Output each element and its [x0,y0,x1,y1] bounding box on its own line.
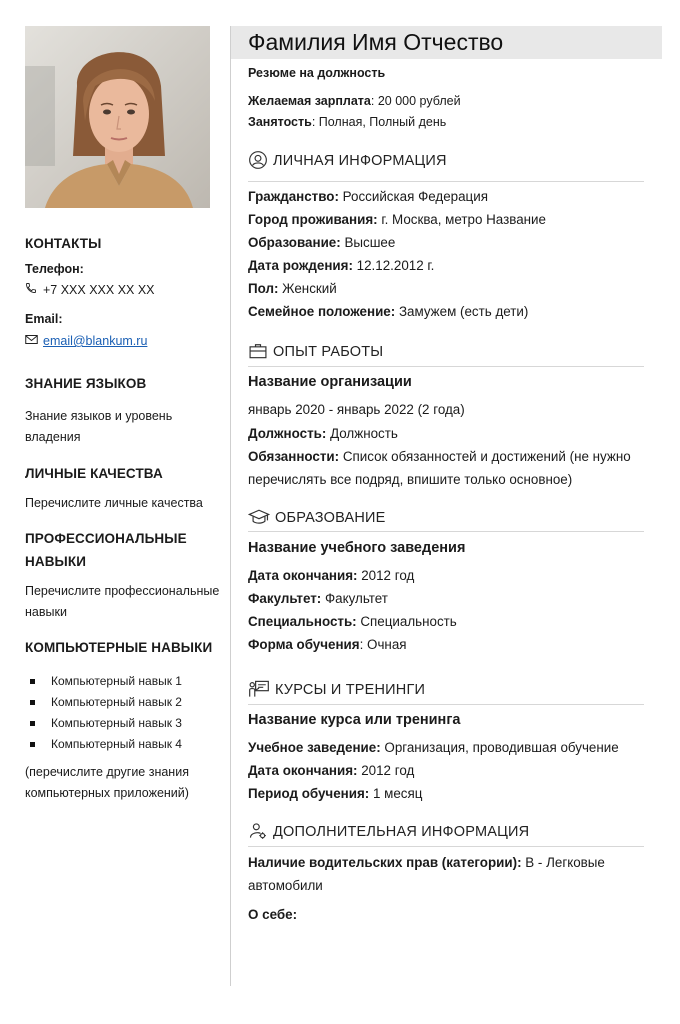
employment-row [248,115,446,129]
portrait-image [25,26,210,208]
personal-qualities-text: Перечислите личные качества [25,496,203,510]
info-row [248,568,414,583]
section-divider [248,704,644,705]
info-value: Специальность [356,614,457,629]
license-row [248,855,605,870]
info-row [248,763,414,778]
info-row [248,614,457,629]
about-label: О себе: [248,907,298,922]
organization-name: Название организации [248,374,412,390]
user-circle-icon [248,150,268,170]
info-label: Форма обучения [248,637,360,652]
info-label: Факультет: [248,591,322,606]
info-label: Обязанности: [248,449,340,464]
info-value: Должность [326,426,398,441]
education-heading [248,507,386,527]
license-row-continued: автомобили [248,878,323,893]
list-item: Компьютерный навык 4 [25,734,225,755]
info-label: Город проживания: [248,212,378,227]
personal-qualities-heading: ЛИЧНЫЕ КАЧЕСТВА [25,466,163,481]
languages-heading: ЗНАНИЕ ЯЗЫКОВ [25,376,147,391]
info-value: Замужем (есть дети) [395,304,529,319]
info-value: Организация, проводившая обучение [380,740,619,755]
phone-label: Телефон: [25,262,84,276]
info-value: Российская Федерация [338,189,488,204]
info-label: Дата окончания: [248,568,358,583]
email-link[interactable]: email@blankum.ru [43,334,148,348]
info-row [248,740,619,755]
salary-value: : 20 000 рублей [370,94,461,108]
computer-skills-note-line2: компьютерных приложений) [25,786,189,800]
duties-row-continued: перечислять все подряд, впишите только основное) [248,472,573,487]
column-divider [230,26,231,986]
graduation-cap-icon [248,507,270,527]
info-value: Женский [278,281,337,296]
additional-info-title: ДОПОЛНИТЕЛЬНАЯ ИНФОРМАЦИЯ [273,824,530,840]
info-label: Образование: [248,235,341,250]
info-row [248,189,488,204]
computer-skills-list [25,671,225,755]
info-label: Пол: [248,281,279,296]
education-title: ОБРАЗОВАНИЕ [275,510,386,526]
email-label: Email: [25,312,63,326]
duties-row [248,449,631,464]
info-label: Дата рождения: [248,258,353,273]
list-item: Компьютерный навык 3 [25,713,225,734]
info-label: Семейное положение: [248,304,396,319]
section-divider [248,531,644,532]
info-row [248,637,407,652]
info-row [248,258,434,273]
courses-title: КУРСЫ И ТРЕНИНГИ [275,682,426,698]
contacts-heading: КОНТАКТЫ [25,236,102,251]
info-row [248,212,546,227]
info-row [248,235,395,250]
info-row [248,281,337,296]
computer-skills-heading: КОМПЬЮТЕРНЫЕ НАВЫКИ [25,640,213,655]
info-value: Факультет [321,591,388,606]
info-value: 2012 год [357,763,415,778]
list-item: Компьютерный навык 1 [25,671,225,692]
info-value: 1 месяц [369,786,423,801]
courses-heading [248,679,425,699]
professional-skills-heading-line2: НАВЫКИ [25,554,87,569]
info-value: Высшее [340,235,396,250]
phone-value[interactable]: +7 XXX XXX XX XX [43,283,155,297]
envelope-icon [25,331,43,352]
info-row [248,304,528,319]
briefcase-icon [248,341,268,361]
info-label: Период обучения: [248,786,370,801]
employment-value: : Полная, Полный день [311,115,447,129]
job-position-row [248,426,398,441]
presentation-icon [248,679,270,699]
info-value: 12.12.2012 г. [352,258,435,273]
info-label: Наличие водительских прав (категории): [248,855,522,870]
full-name: Фамилия Имя Отчество [248,29,504,55]
list-item: Компьютерный навык 2 [25,692,225,713]
info-value: B - Легковые [521,855,605,870]
position-title: Резюме на должность [248,66,386,80]
languages-text-line1: Знание языков и уровень [25,409,173,423]
info-value: Список обязанностей и достижений (не нужно [339,449,631,464]
info-label: Специальность: [248,614,357,629]
info-value: г. Москва, метро Название [377,212,546,227]
salary-label: Желаемая зарплата [248,94,371,108]
info-row [248,591,388,606]
phone-icon [25,280,43,301]
section-divider [248,366,644,367]
salary-row [248,94,461,108]
institution-name: Название учебного заведения [248,540,466,556]
languages-text-line2: владения [25,430,81,444]
section-divider [248,181,644,182]
work-period: январь 2020 - январь 2022 (2 года) [248,402,465,417]
professional-skills-text-line2: навыки [25,605,67,619]
professional-skills-heading-line1: ПРОФЕССИОНАЛЬНЫЕ [25,531,187,546]
experience-title: ОПЫТ РАБОТЫ [273,344,384,360]
info-row [248,786,422,801]
additional-info-heading [248,821,529,841]
personal-info-title: ЛИЧНАЯ ИНФОРМАЦИЯ [273,153,447,169]
profile-photo [25,26,210,208]
email-row [25,331,147,352]
info-label: Должность: [248,426,327,441]
experience-heading [248,341,383,361]
professional-skills-text-line1: Перечислите профессиональные [25,584,220,598]
employment-label: Занятость [248,115,312,129]
personal-info-heading [248,150,447,170]
phone-row [25,280,155,301]
user-gear-icon [248,821,268,841]
info-label: Гражданство: [248,189,339,204]
info-label: Дата окончания: [248,763,358,778]
info-value: : Очная [359,637,407,652]
section-divider [248,846,644,847]
course-name: Название курса или тренинга [248,712,461,728]
info-label: Учебное заведение: [248,740,381,755]
computer-skills-note-line1: (перечислите другие знания [25,765,189,779]
info-value: 2012 год [357,568,415,583]
